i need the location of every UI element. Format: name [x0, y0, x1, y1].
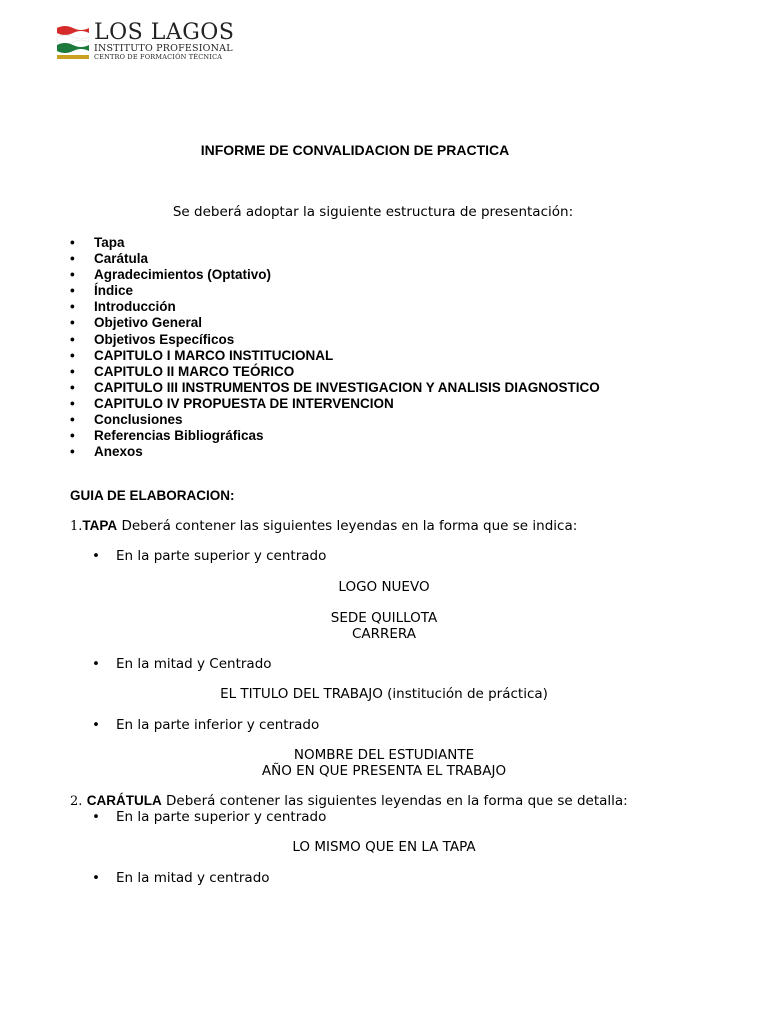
section-label: TAPA: [82, 518, 118, 533]
bullet-icon: •: [70, 379, 75, 395]
sub-bullet: [92, 656, 272, 672]
bullet-icon: •: [92, 548, 100, 564]
list-item-label: CAPITULO II MARCO TEÓRICO: [94, 363, 295, 379]
sub-bullet-label: En la parte superior y centrado: [116, 809, 327, 825]
bullet-icon: •: [92, 717, 100, 733]
bullet-icon: •: [70, 428, 75, 444]
centered-line: LO MISMO QUE EN LA TAPA: [292, 839, 476, 855]
centered-line: LOGO NUEVO: [338, 579, 430, 595]
list-item-label: Objetivos Específicos: [94, 331, 235, 347]
list-item-label: Tapa: [94, 235, 125, 250]
sub-bullet-label: En la mitad y Centrado: [116, 656, 272, 672]
bullet-icon: •: [70, 299, 75, 315]
sub-bullet-label: En la parte superior y centrado: [116, 548, 327, 564]
list-item-label: CAPITULO I MARCO INSTITUCIONAL: [94, 347, 334, 363]
centered-line: SEDE QUILLOTA: [330, 610, 438, 626]
sub-bullet-label: En la parte inferior y centrado: [116, 717, 320, 733]
bullet-icon: •: [70, 235, 75, 250]
bullet-icon: •: [70, 315, 75, 331]
bullet-icon: •: [70, 395, 75, 411]
list-item-label: Conclusiones: [94, 412, 183, 428]
caratula-paragraph: [70, 793, 628, 809]
bullet-icon: •: [70, 444, 75, 460]
list-item-label: Introducción: [94, 299, 176, 315]
list-item-label: Referencias Bibliográficas: [94, 428, 264, 444]
sub-bullet-label: En la mitad y centrado: [116, 870, 270, 886]
bullet-icon: •: [70, 251, 75, 267]
list-item-label: CAPITULO IV PROPUESTA DE INTERVENCION: [94, 395, 394, 411]
bullet-icon: •: [92, 656, 100, 672]
sub-bullet: [92, 548, 326, 564]
centered-line: CARRERA: [351, 626, 417, 642]
bullet-icon: •: [70, 363, 75, 379]
flag-icon: [56, 24, 90, 60]
bullet-icon: •: [92, 870, 100, 886]
section-number: 1.: [70, 519, 83, 534]
bullet-icon: •: [70, 267, 75, 283]
centered-line: AÑO EN QUE PRESENTA EL TRABAJO: [261, 763, 507, 779]
list-item-label: Anexos: [94, 444, 143, 460]
sub-bullet: [92, 809, 326, 825]
list-item-label: Agradecimientos (Optativo): [94, 267, 272, 283]
logo-subtitle: INSTITUTO PROFESIONAL: [94, 43, 233, 54]
centered-line: EL TITULO DEL TRABAJO (institución de práctica): [220, 686, 548, 702]
centered-line: NOMBRE DEL ESTUDIANTE: [293, 747, 475, 763]
bullet-icon: •: [92, 809, 100, 825]
section-text: Deberá contener las siguientes leyendas en la forma que se indica:: [117, 518, 578, 534]
sub-bullet: [92, 870, 270, 886]
bullet-icon: •: [70, 331, 75, 347]
list-item-label: Objetivo General: [94, 315, 203, 331]
bullet-icon: •: [70, 347, 75, 363]
section-label: CARÁTULA: [86, 793, 162, 808]
document-title: INFORME DE CONVALIDACION DE PRACTICA: [200, 142, 510, 158]
logo-name: LOS LAGOS: [94, 20, 235, 45]
section-text: Deberá contener las siguientes leyendas en la forma que se detalla:: [161, 793, 628, 809]
tapa-paragraph: [70, 518, 577, 534]
logo-subtitle-2: CENTRO DE FORMACIÓN TÉCNICA: [94, 53, 223, 61]
logo: [56, 20, 236, 64]
section-number: 2.: [70, 794, 83, 809]
list-item-label: CAPITULO III INSTRUMENTOS DE INVESTIGACION Y ANALISIS DIAGNOSTICO: [94, 379, 600, 395]
intro-text: Se deberá adoptar la siguiente estructura de presentación:: [172, 204, 574, 220]
bullet-icon: •: [70, 412, 75, 428]
list-item-label: Carátula: [94, 251, 149, 267]
bullet-icon: •: [70, 283, 75, 299]
sub-bullet: [92, 717, 319, 733]
list-item-label: Índice: [94, 283, 134, 299]
guide-heading: GUIA DE ELABORACION:: [70, 488, 235, 503]
